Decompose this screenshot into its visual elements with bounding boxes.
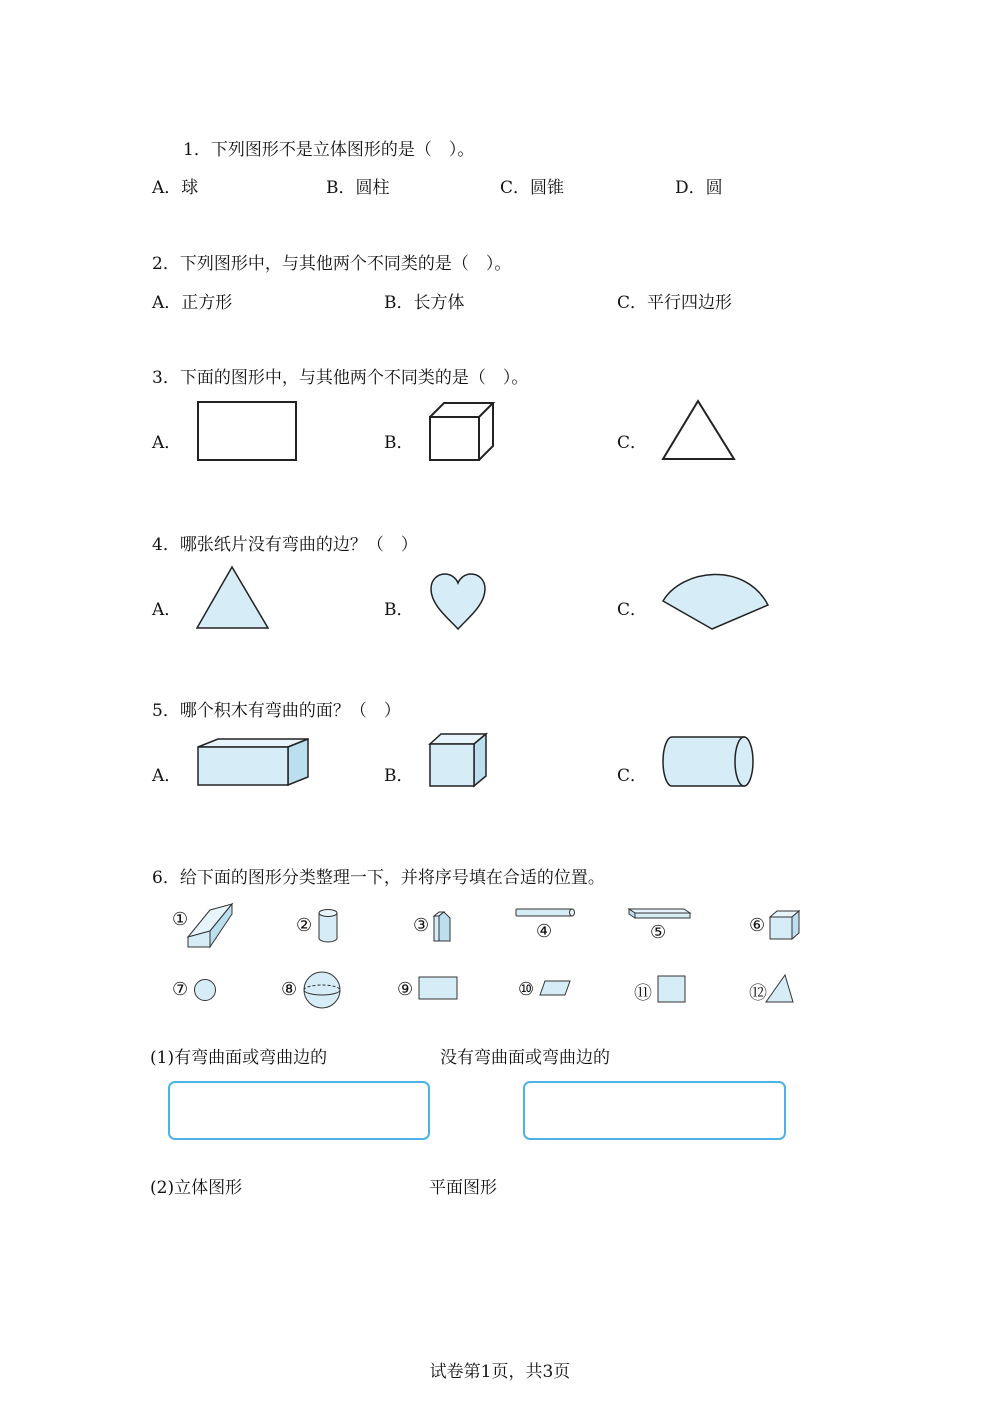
part1-right-label: 没有弯曲面或弯曲边的 [440, 1048, 610, 1068]
part2-left-label: (2)立体图形 [150, 1178, 243, 1198]
item-number: ⑦ [172, 979, 189, 1000]
item-number: ③ [413, 915, 430, 936]
q2-option-c: C．平行四边形 [617, 293, 733, 313]
cylinder-icon [316, 908, 340, 944]
rectangle-icon [417, 975, 459, 1001]
item-number: ② [296, 915, 313, 936]
rod-icon [514, 907, 578, 919]
q1-option-a: A．球 [152, 178, 199, 198]
item-number: ⑩ [518, 979, 535, 1000]
item-number: ⑨ [397, 979, 414, 1000]
q3-label-c: C． [617, 433, 648, 453]
q5-label-c: C． [617, 766, 648, 786]
item-number: ⑤ [650, 922, 667, 943]
cube-block-figure [428, 732, 490, 790]
thin-cuboid-icon [432, 910, 454, 944]
slanted-cuboid-icon [186, 902, 236, 950]
item-number: ⑪ [634, 983, 652, 1004]
q5-stem: 5．哪个积木有弯曲的面？（ ） [152, 701, 401, 721]
not-curved-answer-box[interactable] [523, 1081, 786, 1140]
cube-icon [768, 909, 802, 941]
sector-paper-figure [660, 565, 772, 635]
triangle-paper-figure [194, 564, 272, 632]
q2-option-b: B．长方体 [384, 293, 465, 313]
q4-label-c: C． [617, 600, 648, 620]
q3-stem: 3．下面的图形中，与其他两个不同类的是（ ）。 [152, 368, 529, 388]
curved-answer-box[interactable] [168, 1081, 430, 1140]
cuboid-block-figure [196, 737, 312, 789]
circle-icon [192, 977, 218, 1003]
cube-outline-figure [428, 400, 498, 464]
part2-right-label: 平面图形 [429, 1178, 497, 1198]
q1-option-b: B．圆柱 [326, 178, 390, 198]
q1-stem: 1．下列图形不是立体图形的是（ ）。 [183, 140, 475, 160]
rectangle-figure [196, 400, 300, 464]
square-icon [656, 974, 688, 1004]
parallelogram-icon [538, 978, 572, 998]
item-number: ⑥ [749, 915, 766, 936]
heart-paper-figure [428, 572, 490, 632]
q4-stem: 4．哪张纸片没有弯曲的边？（ ） [152, 535, 418, 555]
triangle-outline-figure [660, 398, 738, 464]
flat-board-icon [626, 907, 694, 921]
q6-stem: 6．给下面的图形分类整理一下，并将序号填在合适的位置。 [152, 868, 605, 888]
q5-label-a: A． [152, 766, 182, 786]
q5-label-b: B． [384, 766, 414, 786]
q4-label-b: B． [384, 600, 414, 620]
cylinder-block-figure [660, 734, 756, 790]
item-number: ⑫ [749, 983, 767, 1004]
q1-option-c: C．圆锥 [500, 178, 565, 198]
triangle-icon [764, 973, 796, 1005]
part1-left-label: (1)有弯曲面或弯曲边的 [150, 1048, 328, 1068]
q1-option-d: D．圆 [675, 178, 723, 198]
item-number: ⑧ [281, 979, 298, 1000]
item-number: ④ [536, 921, 553, 942]
q3-label-a: A． [152, 433, 182, 453]
q3-label-b: B． [384, 433, 414, 453]
sphere-icon [301, 969, 343, 1011]
q2-stem: 2．下列图形中，与其他两个不同类的是（ ）。 [152, 254, 512, 274]
q4-label-a: A． [152, 600, 182, 620]
item-number: ① [172, 909, 189, 930]
q2-option-a: A．正方形 [152, 293, 233, 313]
page-footer: 试卷第1页，共3页 [429, 1362, 571, 1382]
